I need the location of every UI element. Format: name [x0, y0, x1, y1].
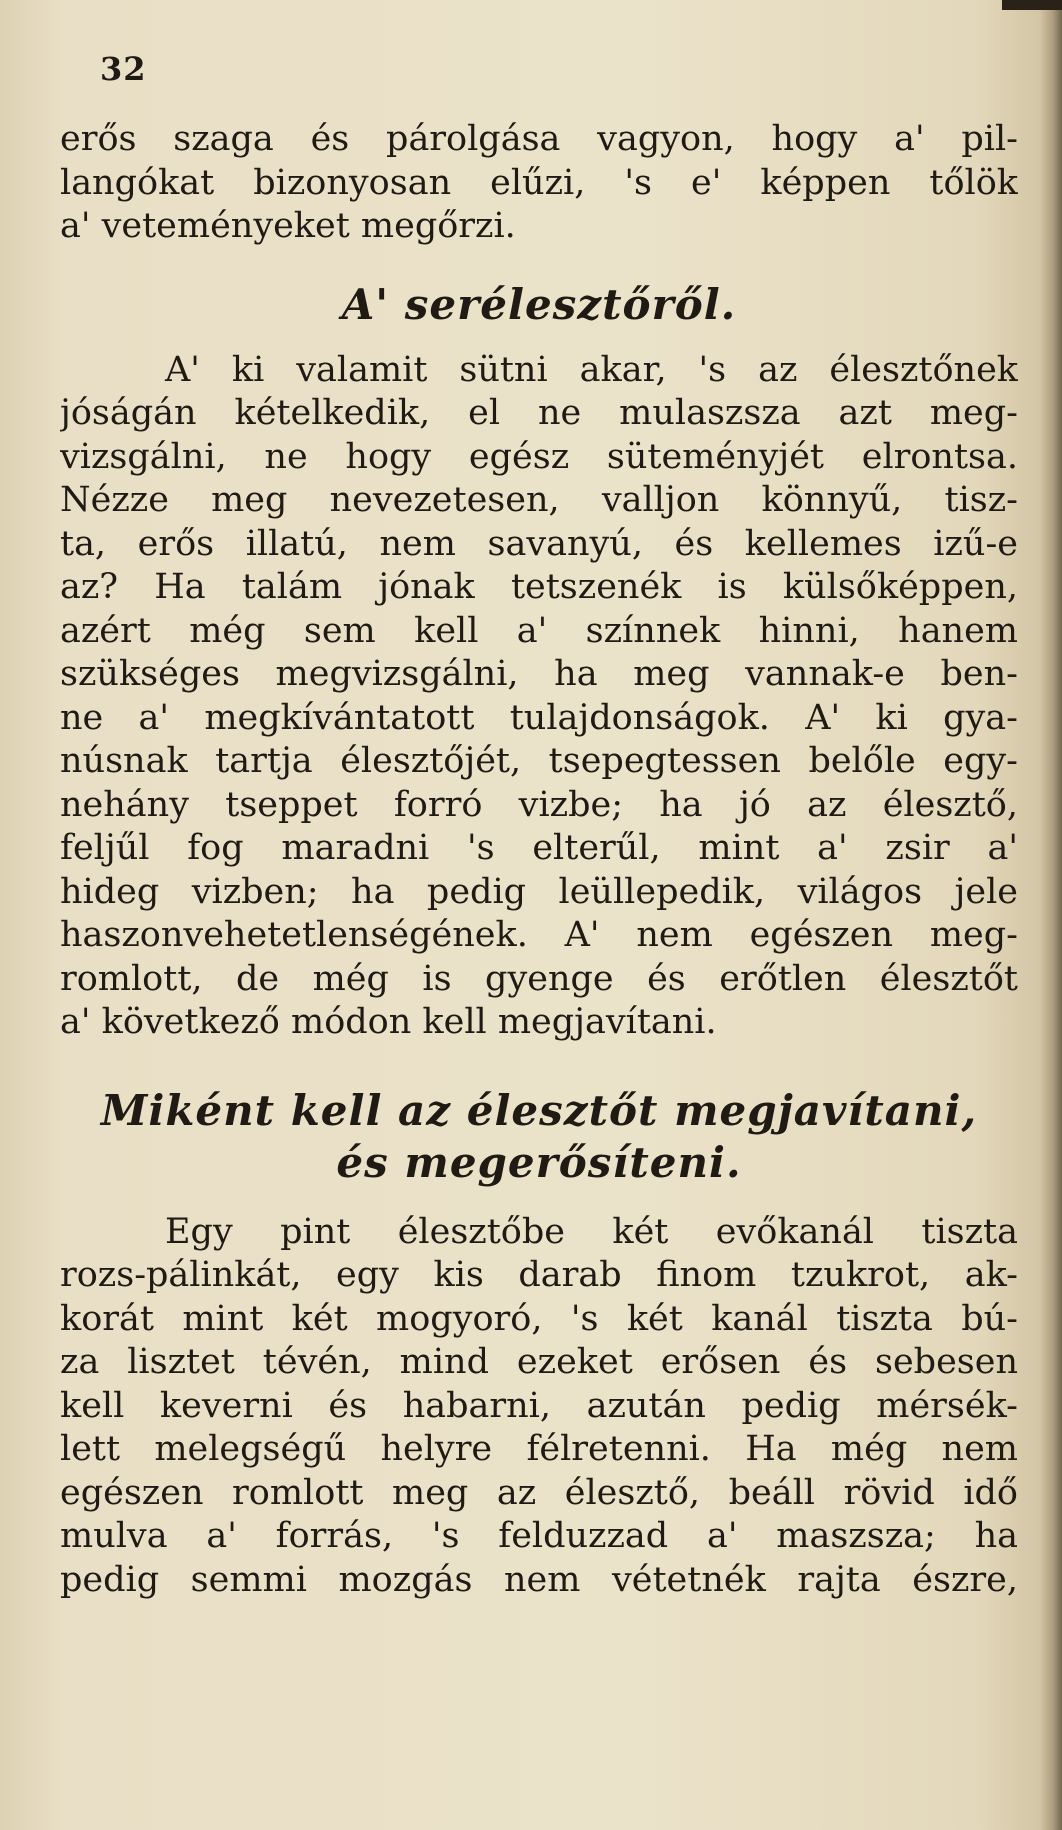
page-corner-dark — [1002, 0, 1062, 10]
text-line: Nézze meg nevezetesen, valljon könnyű, tisz- — [60, 480, 1018, 520]
text-line: erős szaga és párolgása vagyon, hogy a' pil- — [60, 119, 1018, 159]
page-number: 32 — [100, 50, 147, 88]
text-line: za lisztet tévén, mind ezeket erősen és sebesen — [60, 1342, 1018, 1382]
text-line: az? Ha talám jónak tetszenék is külsőképpen, — [60, 567, 1018, 607]
text-line: mulva a' forrás, 's felduzzad a' maszsza; ha — [60, 1516, 1018, 1556]
text-line: nehány tseppet forró vizbe; ha jó az élesztő, — [60, 784, 1018, 825]
text-line: lett melegségű helyre félretenni. Ha még nem — [60, 1429, 1018, 1469]
text-line: Egy pint élesztőbe két evőkanál tiszta — [165, 1211, 1018, 1252]
page-text — [60, 118, 1018, 1602]
section-heading-improve-line2: és megerősíteni. — [336, 1137, 742, 1187]
text-line: núsnak tartja élesztőjét, tsepegtessen belőle egy- — [60, 741, 1018, 781]
text-line: A' ki valamit sütni akar, 's az élesztőnek — [165, 349, 1018, 390]
text-line: ta, erős illatú, nem savanyú, és kellemes izű-e — [60, 523, 1018, 564]
text-line: jóságán kételkedik, el ne mulaszsza azt meg- — [60, 393, 1018, 433]
section-heading-yeast: A' serélesztőről. — [341, 279, 737, 329]
text-line: vizsgálni, ne hogy egész süteményjét elrontsa. — [60, 436, 1018, 477]
text-line: egészen romlott meg az élesztő, beáll rövid idő — [60, 1472, 1018, 1513]
text-line: azért még sem kell a' színnek hinni, hanem — [60, 610, 1018, 651]
text-line: a' veteményeket megőrzi. — [60, 206, 516, 246]
text-line: langókat bizonyosan elűzi, 's e' képpen tőlök — [60, 162, 1018, 203]
text-line: pedig semmi mozgás nem vétetnék rajta észre, — [60, 1559, 1018, 1600]
text-line: a' következő módon kell megjavítani. — [60, 1002, 717, 1042]
text-line: ne a' megkívántatott tulajdonságok. A' ki gya- — [60, 697, 1018, 738]
section-heading-improve-line1: Miként kell az élesztőt megjavítani, — [100, 1085, 978, 1135]
text-line: kell keverni és habarni, azután pedig mérsék- — [60, 1385, 1018, 1426]
text-line: szükséges megvizsgálni, ha meg vannak-e ben- — [60, 654, 1018, 694]
text-line: korát mint két mogyoró, 's két kanál tiszta bú- — [60, 1298, 1018, 1339]
text-line: hideg vizben; ha pedig leüllepedik, világos jele — [60, 871, 1018, 912]
text-line: romlott, de még is gyenge és erőtlen élesztőt — [60, 958, 1018, 999]
text-line: feljűl fog maradni 's elterűl, mint a' zsir a' — [60, 828, 1018, 868]
text-line: haszonvehetetlenségének. A' nem egészen meg- — [60, 915, 1018, 955]
page-spine-shadow — [1040, 0, 1062, 1830]
text-line: rozs-pálinkát, egy kis darab finom tzukrot, ak- — [60, 1255, 1018, 1295]
